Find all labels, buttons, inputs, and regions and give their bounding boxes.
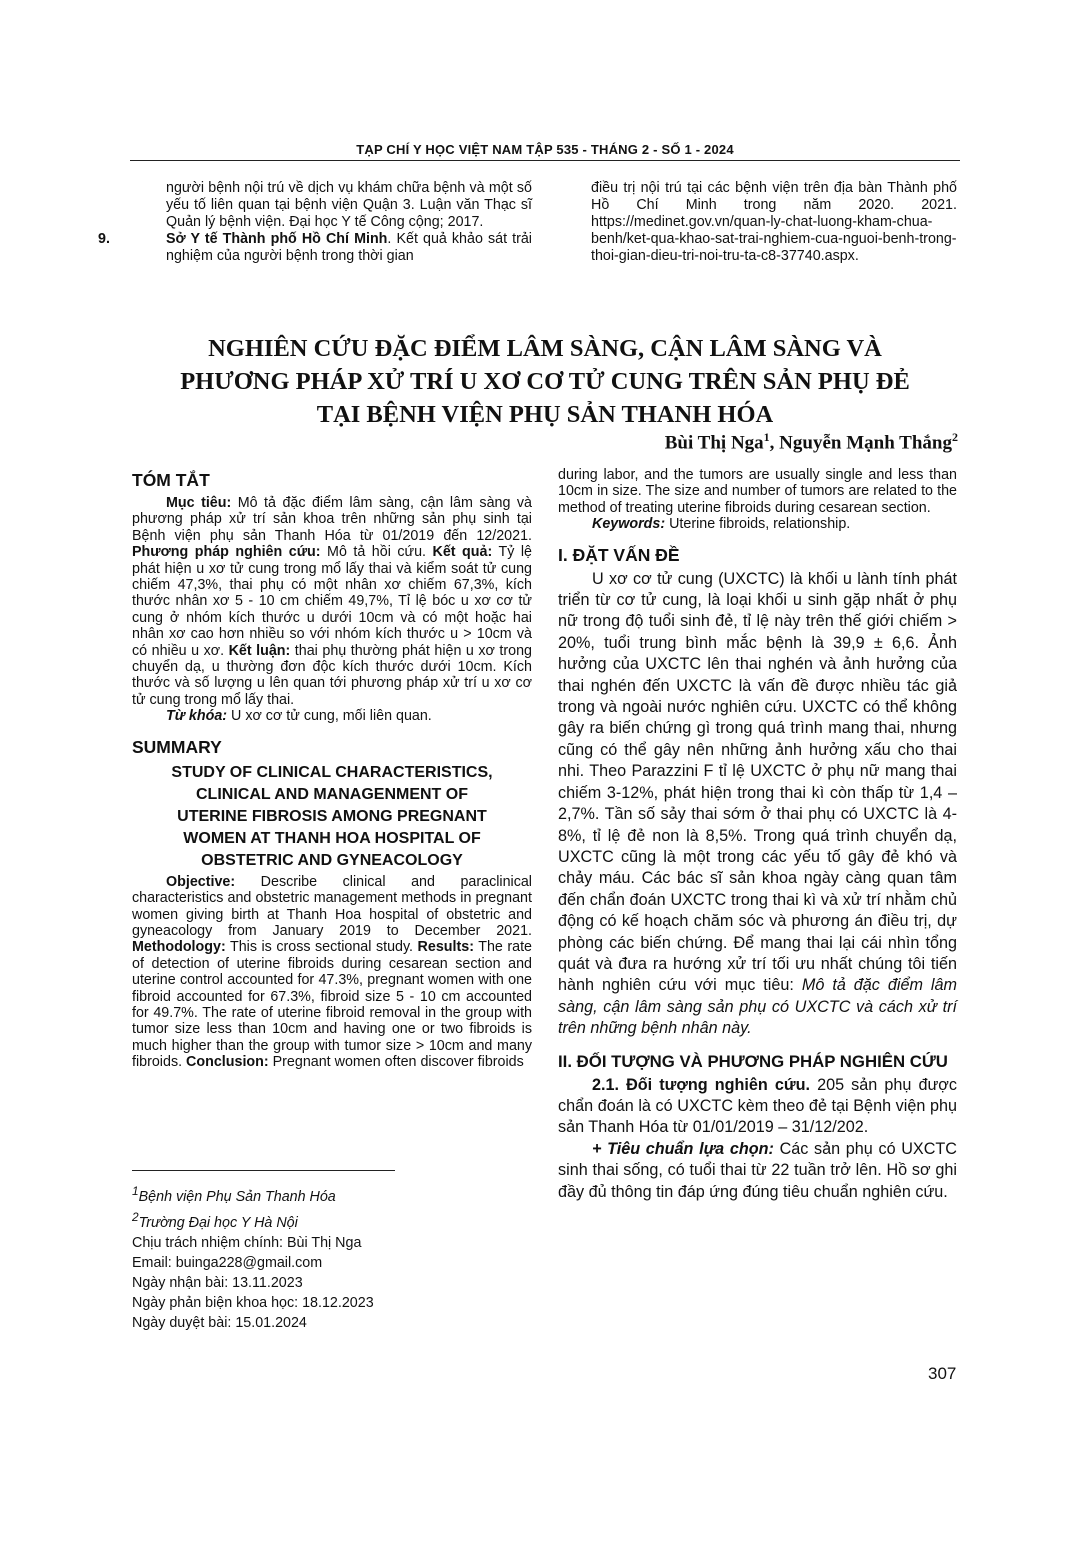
author-separator: , — [769, 432, 780, 454]
tu-khoa-text: U xơ cơ tử cung, mối liên quan. — [227, 708, 432, 725]
muc-tieu-label: Mục tiêu: — [166, 495, 232, 511]
methodology-label: Methodology: — [132, 939, 226, 956]
summary-title-line-2: CLINICAL AND MANAGENMENT OF — [196, 785, 468, 803]
left-column — [132, 470, 532, 1071]
ppnc-label: Phương pháp nghiên cứu: — [132, 544, 321, 561]
section-2-1-paragraph — [558, 1075, 957, 1139]
keywords — [558, 516, 957, 532]
conclusion-text: Pregnant women often discover fibroids — [268, 1054, 524, 1071]
section-2-1-text: 205 sản phụ được chẩn đoán là có UXCTC kèm theo đẻ tại Bệnh viện phụ sản Thanh Hóa từ 01/01/2019 – 31/12/202. — [558, 1075, 957, 1137]
title-line-2: PHƯƠNG PHÁP XỬ TRÍ U XƠ CƠ TỬ CUNG TRÊN SẢN PHỤ ĐẺ — [180, 368, 910, 395]
responsible-author: Chịu trách nhiệm chính: Bùi Thị Nga — [132, 1234, 362, 1251]
tom-tat-paragraph — [132, 495, 532, 708]
author-email: Email: buinga228@gmail.com — [132, 1254, 323, 1271]
date-reviewed: Ngày phản biện khoa học: 18.12.2023 — [132, 1294, 374, 1311]
date-received: Ngày nhận bài: 13.11.2023 — [132, 1274, 303, 1291]
reference-9-continued: điều trị nội trú tại các bệnh viện trên địa bàn Thành phố Hồ Chí Minh trong năm 2020. 2021. https://medinet.gov.vn/quan-ly-chat-luong-kham-chua-benh/ket-qua-khao-sat-trai-nghiem-cua-nguoi-benh-trong-thoi-gian-dieu-tri-noi-tru-ta-c8-37740.aspx. — [591, 180, 957, 264]
results-text: The rate of detection of uterine fibroids during cesarean section and uterine control accounted for 47.3%, pregnant women with one fibroid accounted for 67.3%, fibroid size 5 - 10 cm accounted for 49.7%. The rate of uterine fibroid removal in the group with tumor size less than 10cm and having one or two fibroids is much higher than the group with tumor size > 10cm and many fibroids. — [132, 939, 532, 1071]
ket-luan-label: Kết luận: — [228, 642, 291, 659]
references-left — [98, 180, 532, 265]
reference-9-text: . Kết quả khảo sát trải nghiệm của người bệnh trong thời gian — [166, 231, 532, 264]
summary-title-line-5: OBSTETRIC AND GYNEACOLOGY — [201, 851, 463, 869]
affiliation-2: Trường Đại học Y Hà Nội — [138, 1214, 298, 1231]
keywords-text: Uterine fibroids, relationship. — [665, 516, 851, 533]
criteria-label: + Tiêu chuẩn lựa chọn: — [592, 1139, 774, 1158]
summary-heading: SUMMARY — [132, 736, 222, 757]
ket-qua-text: Tỷ lệ phát hiện u xơ tử cung trong mổ lấy thai và kiểm soát tử cung chiếm 47,3%, thai phụ có một nhân xơ chiếm 67,3%, kích thước nhân xơ 5 - 10 cm chiếm 49,7%, Tỉ lệ bóc u xơ cơ tử cung ở nhóm kích thước u dưới 10cm và có một hoặc hai nhân xơ cao hơn nhiều so với nhóm kích thước u > 10cm và có nhiều u xơ. — [132, 544, 532, 659]
affiliation-1-sup: 1 — [132, 1184, 139, 1198]
reference-9 — [98, 231, 532, 265]
right-column — [558, 467, 957, 1203]
section-1-heading: I. ĐẶT VẤN ĐỀ — [558, 544, 680, 565]
footnotes — [132, 1181, 532, 1333]
ket-qua-label: Kết quả: — [432, 544, 493, 561]
conclusion-label: Conclusion: — [186, 1054, 269, 1071]
summary-title-line-4: WOMEN AT THANH HOA HOSPITAL OF — [183, 829, 481, 847]
references-right — [591, 180, 957, 265]
section-1-objective: Mô tả đặc điểm lâm sàng, cận lâm sàng sản phụ có UXCTC và cách xử trí trên những bệnh nhân này. — [558, 976, 957, 1038]
criteria-paragraph — [558, 1139, 957, 1203]
page-number: 307 — [928, 1364, 957, 1383]
tu-khoa — [132, 708, 532, 724]
title-line-1: NGHIÊN CỨU ĐẶC ĐIỂM LÂM SÀNG, CẬN LÂM SÀNG VÀ — [208, 335, 882, 362]
keywords-label: Keywords: — [592, 516, 666, 533]
author-1: Bùi Thị Nga — [664, 432, 764, 454]
ppnc-text: Mô tả hồi cứu. — [320, 544, 433, 561]
criteria-text: Các sản phụ có UXCTC sinh thai sống, có tuổi thai từ 22 tuần trở lên. Hồ sơ ghi đầy đủ thông tin đáp ứng đúng tiêu chuẩn nghiên cứu. — [558, 1139, 957, 1201]
affiliation-2-sup: 2 — [132, 1209, 139, 1224]
tom-tat-heading: TÓM TẮT — [132, 470, 210, 490]
title-line-3: TẠI BỆNH VIỆN PHỤ SẢN THANH HÓA — [316, 401, 774, 428]
header-rule — [130, 160, 960, 161]
summary-title-line-1: STUDY OF CLINICAL CHARACTERISTICS, — [171, 763, 493, 781]
journal-header: TẠP CHÍ Y HỌC VIỆT NAM TẬP 535 - THÁNG 2 - SỐ 1 - 2024 — [356, 142, 734, 157]
summary-paragraph — [132, 874, 532, 1071]
reference-9-author: Sở Y tế Thành phố Hồ Chí Minh — [166, 231, 388, 247]
summary-title-line-3: UTERINE FIBROSIS AMONG PREGNANT — [177, 807, 487, 825]
section-2-heading: II. ĐỐI TƯỢNG VÀ PHƯƠNG PHÁP NGHIÊN CỨU — [558, 1051, 948, 1071]
author-2: Nguyễn Mạnh Thắng — [779, 432, 952, 454]
muc-tieu-text: Mô tả đặc điểm lâm sàng, cận lâm sàng và phương pháp xử trí sản khoa trên những sản phụ sinh tại Bệnh viện phụ sản Thanh Hóa từ 01/2019 đến 12/2021. — [132, 495, 532, 544]
footnote-rule — [132, 1170, 395, 1171]
reference-8-continued: người bệnh nội trú về dịch vụ khám chữa bệnh và một số yếu tố liên quan tại bệnh viện Quận 3. Luận văn Thạc sĩ Quản lý bệnh viện. Đại học Y tế Công cộng; 2017. — [166, 180, 532, 230]
tu-khoa-label: Từ khóa: — [166, 708, 228, 725]
affiliation-1: Bệnh viện Phụ Sản Thanh Hóa — [138, 1188, 336, 1205]
authors — [665, 430, 958, 454]
author-1-sup: 1 — [763, 430, 770, 444]
ket-luan-text: thai phụ thường phát hiện u xơ trong chuyển dạ, u thường đơn độc kích thước dưới 10cm. Kích thước và số lượng u lên quan tới phương pháp xử trí u xơ cơ tử cung trong mổ lấy thai. — [132, 642, 532, 708]
methodology-text: This is cross sectional study. — [225, 939, 418, 956]
objective-label: Objective: — [166, 873, 236, 890]
date-accepted: Ngày duyệt bài: 15.01.2024 — [132, 1314, 307, 1331]
objective-text: Describe clinical and paraclinical characteristics and obstetric management methods in pregnant women giving birth at Thanh Hoa hospital of obstetric and gyneacology from January 2019 to December 2021. — [132, 873, 532, 939]
author-2-sup: 2 — [952, 430, 958, 444]
section-2-1-label: 2.1. Đối tượng nghiên cứu. — [592, 1075, 810, 1094]
reference-9-number: 9. — [98, 231, 110, 247]
section-1-paragraph — [558, 569, 957, 1040]
section-1-text: U xơ cơ tử cung (UXCTC) là khối u lành tính phát triển từ cơ tử cung, là loại khối u sinh gặp nhất ở phụ nữ trong độ tuổi sinh đẻ, tỉ lệ này trên thế giới chiếm > 20%, tuổi trung bình mắc bệnh là 39,9 ± 6,6. Ảnh hưởng của UXCTC lên thai nghén và ảnh hưởng của thai nghén đến UXCTC là vấn đề được nhiều tác giả trong và ngoài nước nghiên cứu. UXCTC có thể không gây ra biến chứng gì trong quá trình mang thai, nhưng cũng có thể gây nên những ảnh hưởng xấu cho thai nhi. Theo Parazzini F tỉ lệ UXCTC ở phụ nữ mang thai chiếm 3-12%, phát hiện trong thai kì còn thấp từ 1,4 – 2,7%. Tần số sảy thai sớm ở thai phụ có UXCTC là 4-8%, tỉ lệ đẻ non là 8,5%. Trong quá trình chuyển dạ, UXCTC cũng là một trong các yếu tố gây đẻ khó và chảy máu. Các bác sĩ sản khoa ngày càng quan tâm đến chẩn đoán UXCTC trong thai kì và xử trí nhằm chủ động có kế hoạch chăm sóc và phương án điều trị, dự phòng các biến chứng. Để mang thai lại cái nhìn tổng quát và đưa ra hướng xử trí tối ưu nhất chúng tôi tiến hành nghiên cứu với mục tiêu: — [558, 569, 957, 995]
results-label: Results: — [417, 939, 474, 956]
summary-title — [132, 762, 532, 872]
summary-conclusion-continued: during labor, and the tumors are usually single and less than 10cm in size. The size and number of tumors are related to the method of treating uterine fibroids during cesarean section. — [558, 467, 957, 516]
article-title — [150, 332, 940, 431]
